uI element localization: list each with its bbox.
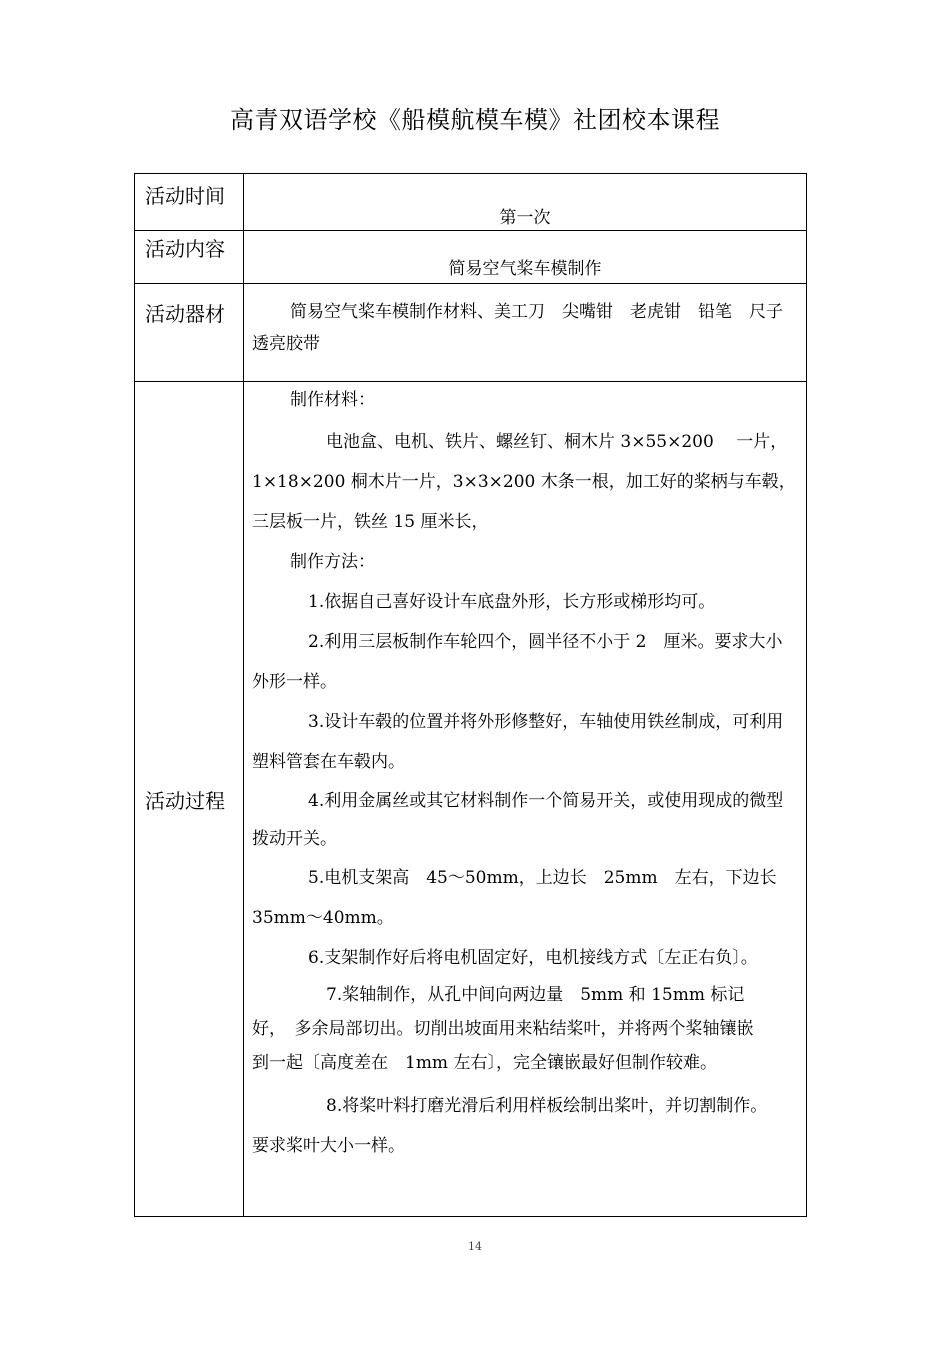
row-label-time: 活动时间 <box>135 174 244 231</box>
table-row <box>135 174 807 231</box>
method-step: 2.利用三层板制作车轮四个，圆半径不小于 2 厘米。要求大小外形一样。 <box>252 632 783 692</box>
method-step: 8.将桨叶料打磨光滑后利用样板绘制出桨叶，并切割制作。要求桨叶大小一样。 <box>252 1096 768 1156</box>
method-step: 4.利用金属丝或其它材料制作一个简易开关，或使用现成的微型拨动开关。 <box>252 791 784 849</box>
table-row <box>135 284 807 382</box>
row-label-equipment: 活动器材 <box>135 284 244 382</box>
row-label-content: 活动内容 <box>135 231 244 284</box>
row-value-equipment: 简易空气桨车模制作材料、美工刀 尖嘴钳 老虎钳 铅笔 尺子 透亮胶带 <box>252 302 800 354</box>
method-step: 5.电机支架高 45～50mm，上边长 25mm 左右，下边长 35mm～40mm。 <box>252 868 777 928</box>
materials-heading: 制作材料： <box>290 390 375 410</box>
method-step: 7.桨轴制作，从孔中间向两边量 5mm 和 15mm 标记好， 多余局部切出。切削出坡面用来粘结桨叶，并将两个桨轴镶嵌到一起〔高度差在 1mm 左右〕，完全镶嵌最好但制作较难。 <box>252 985 754 1073</box>
table-row <box>135 231 807 284</box>
page-number: 14 <box>468 1240 482 1253</box>
table-row <box>135 382 807 1217</box>
method-heading: 制作方法： <box>290 552 375 572</box>
row-label-process: 活动过程 <box>135 382 244 1217</box>
method-step: 6.支架制作好后将电机固定好，电机接线方式〔左正右负〕。 <box>308 948 758 968</box>
activity-table <box>134 173 807 1217</box>
method-step: 1.依据自己喜好设计车底盘外形，长方形或梯形均可。 <box>308 592 716 612</box>
row-value-time: 第一次 <box>244 174 807 231</box>
method-step: 3.设计车毂的位置并将外形修整好，车轴使用铁丝制成，可利用塑料管套在车毂内。 <box>252 712 784 772</box>
materials-text: 电池盒、电机、铁片、螺丝钉、桐木片 3×55×200 一片，1×18×200 桐木片一片，3×3×200 木条一根，加工好的桨柄与车毂，三层板一片，铁丝 15 厘米长， <box>252 432 796 532</box>
process-cell <box>244 382 807 1217</box>
page-title: 高青双语学校《船模航模车模》社团校本课程 <box>230 106 720 134</box>
row-value-content: 简易空气桨车模制作 <box>244 231 807 284</box>
